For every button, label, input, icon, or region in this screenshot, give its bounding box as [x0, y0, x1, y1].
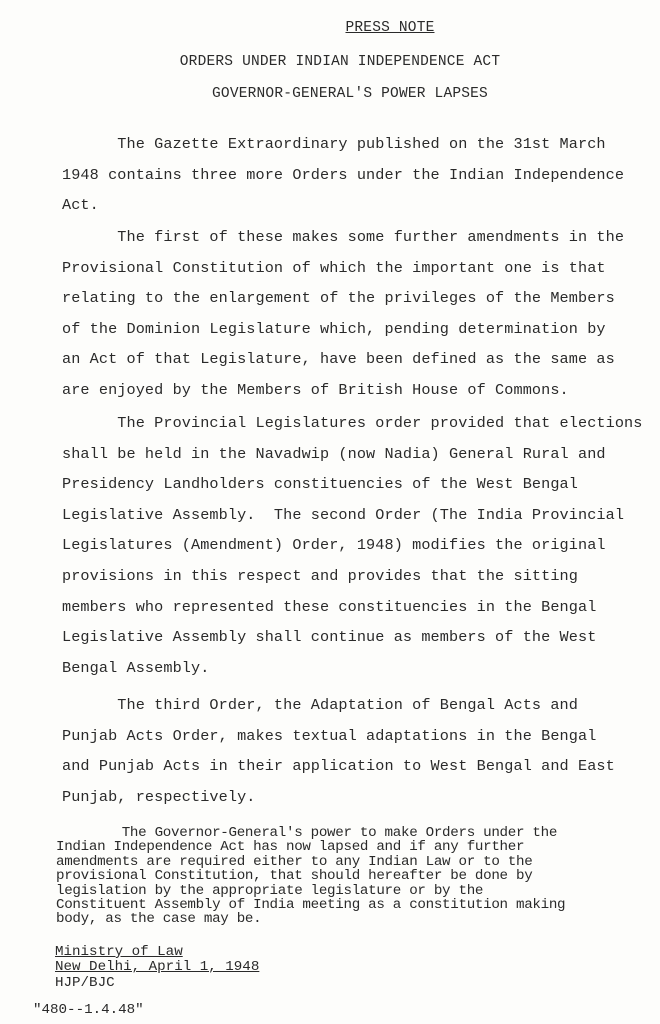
footer-ministry: Ministry of Law — [55, 944, 183, 960]
text-line: The third Order, the Adaptation of Bengal Acts and — [62, 696, 578, 714]
text-line: Constituent Assembly of India meeting as a constitution making — [56, 896, 566, 913]
footer-reference-number: "480--1.4.48" — [33, 1002, 144, 1018]
text-line: body, as the case may be. — [56, 911, 262, 928]
text-line: Legislatures (Amendment) Order, 1948) modifies the original — [62, 536, 606, 555]
text-line: The Provincial Legislatures order provided that elections — [62, 414, 643, 432]
paragraph-gazette — [62, 129, 625, 221]
paragraph-third-order — [62, 690, 622, 812]
text-line: and Punjab Acts in their application to West Bengal and East — [62, 757, 615, 776]
paragraph-first-order — [62, 222, 625, 406]
text-line: Provisional Constitution of which the important one is that — [62, 258, 606, 277]
text-line: Legislative Assembly shall continue as members of the West — [62, 628, 597, 647]
text-line: Presidency Landholders constituencies of the West Bengal — [62, 475, 578, 494]
text-line: an Act of that Legislature, have been defined as the same as — [62, 350, 615, 369]
text-line: Punjab Acts Order, makes textual adaptations in the Bengal — [62, 726, 597, 745]
text-line: shall be held in the Navadwip (now Nadia) General Rural and — [62, 444, 606, 463]
text-line: The first of these makes some further amendments in the — [62, 228, 625, 246]
text-line: amendments are required either to any Indian Law or to the — [56, 853, 533, 870]
text-line: provisions in this respect and provides that the sitting — [62, 566, 578, 585]
paragraph-power-lapsed — [56, 826, 616, 927]
text-line: members who represented these constituencies in the Bengal — [62, 597, 597, 616]
text-line: relating to the enlargement of the privileges of the Members — [62, 289, 615, 308]
text-line: legislation by the appropriate legislature or by the — [56, 882, 484, 899]
footer-initials: HJP/BJC — [55, 975, 115, 991]
text-line: The Gazette Extraordinary published on the 31st March — [62, 135, 606, 153]
paragraph-provincial-legislatures — [62, 408, 643, 683]
text-line: provisional Constitution, that should hereafter be done by — [56, 868, 533, 885]
document-subtitle-orders: ORDERS UNDER INDIAN INDEPENDENCE ACT — [179, 54, 501, 70]
footer-place-date: New Delhi, April 1, 1948 — [55, 959, 260, 975]
document-title: PRESS NOTE — [345, 20, 435, 36]
text-line: 1948 contains three more Orders under the Indian Independence — [62, 165, 625, 184]
document-subtitle-power-lapses: GOVERNOR-GENERAL'S POWER LAPSES — [212, 86, 488, 102]
text-line: Indian Independence Act has now lapsed and if any further — [56, 839, 525, 856]
text-line: The Governor-General's power to make Orders under the — [56, 825, 558, 841]
text-line: Punjab, respectively. — [62, 787, 256, 806]
text-line: Legislative Assembly. The second Order (The India Provincial — [62, 505, 625, 524]
text-line: Act. — [62, 196, 99, 215]
text-line: Bengal Assembly. — [62, 658, 210, 677]
text-line: of the Dominion Legislature which, pending determination by — [62, 319, 606, 338]
text-line: are enjoyed by the Members of British House of Commons. — [62, 380, 569, 399]
